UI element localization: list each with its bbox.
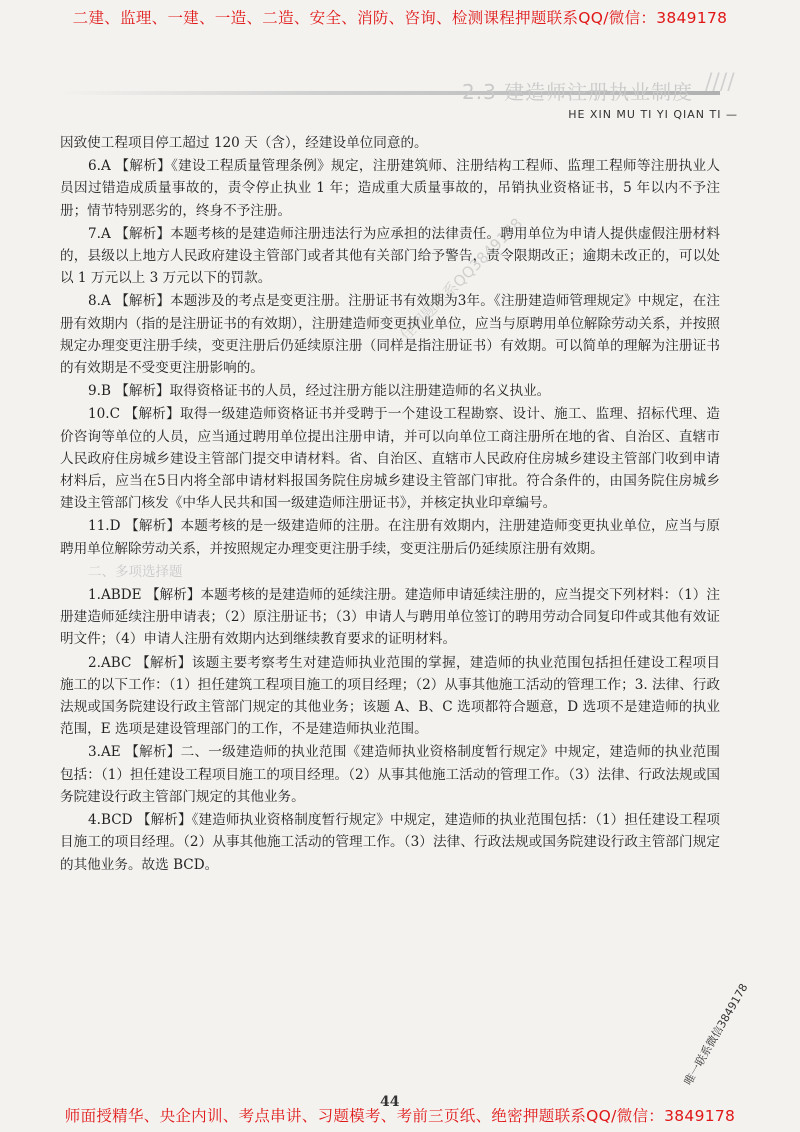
multi-answer-2: 2.ABC 【解析】该题主要考察考生对建造师执业范围的掌握，建造师的执业范围包括担任建设工程项目施工的以下工作：（1）担任建筑工程项目施工的项目经理；（2）从事其他施工活动的管理工作；3. 法律、行政法规或国务院建设行政主管部门规定的其他业务；该题 A、B、C 选项都符合题意，D 选项不是建造师的执业范围，E 选项是建设管理部门的工作，不是建造师执业范围。 — [60, 654, 720, 738]
header-subtitle: HE XIN MU TI YI QIAN TI — — [568, 108, 738, 121]
bottom-banner: 师面授精华、央企内训、考点串讲、习题模考、考前三页纸、绝密押题联系QQ/微信：3849178 — [64, 1107, 736, 1125]
header-stripes-icon: //// — [705, 70, 735, 95]
section-heading: 二、多项选择题 — [88, 563, 183, 580]
page-body — [60, 132, 720, 877]
chapter-title: 2.3 建造师注册执业制度 — [462, 80, 694, 104]
paragraph: 因致使工程项目停工超过 120 天（含），经建设单位同意的。 — [60, 135, 428, 151]
watermark-corner: 唯一联系微信3849178 — [681, 981, 751, 1088]
multi-answer-3: 3.AE 【解析】二、一级建造师的执业范围《建造师执业资格制度暂行规定》中规定，建造师的执业范围包括：（1）担任建设工程项目施工的项目经理。（2）从事其他施工活动的管理工作。（3）法律、行政法规或国务院建设行政主管部门规定的其他业务。 — [60, 744, 720, 805]
answer-6: 6.A 【解析】《建设工程质量管理条例》规定，注册建筑师、注册结构工程师、监理工程师等注册执业人员因过错造成质量事故的，责令停止执业 1 年；造成重大质量事故的，吊销执业资格证书，5 年以内不予注册；情节特别恶劣的，终身不予注册。 — [60, 158, 720, 219]
top-banner: 二建、监理、一建、一造、二造、安全、消防、咨询、检测课程押题联系QQ/微信：3849178 — [72, 9, 728, 27]
answer-8: 8.A 【解析】本题涉及的考点是变更注册。注册证书有效期为3年。《注册建造师管理规定》中规定，在注册有效期内（指的是注册证书的有效期），注册建造师变更执业单位，应当与原聘用单位解除劳动关系，并按照规定办理变更注册手续，变更注册后仍延续原注册（同样是指注册证书）有效期。可以简单的理解为注册证书的有效期是不受变更注册影响的。 — [60, 293, 720, 377]
multi-answer-4: 4.BCD 【解析】《建造师执业资格制度暂行规定》中规定，建造师的执业范围包括：（1）担任建设工程项目施工的项目经理。（2）从事其他施工活动的管理工作。（3）法律、行政法规或国务院建设行政主管部门规定的其他业务。故选 BCD。 — [60, 812, 720, 873]
multi-answer-1: 1.ABDE 【解析】本题考核的是建造师的延续注册。建造师申请延续注册的，应当提交下列材料：（1）注册建造师延续注册申请表；（2）原注册证书；（3）申请人与聘用单位签订的聘用劳动合同复印件或其他有效证明文件；（4）申请人注册有效期内达到继续教育要求的证明材料。 — [60, 587, 720, 648]
answer-9: 9.B 【解析】取得资格证书的人员，经过注册方能以注册建造师的名义执业。 — [88, 383, 551, 400]
page-number: 44 — [380, 1094, 400, 1110]
answer-10: 10.C 【解析】取得一级建造师资格证书并受聘于一个建设工程勘察、设计、施工、监理、招标代理、造价咨询等单位的人员，应当通过聘用单位提出注册申请，并可以向单位工商注册所在地的省、自治区、直辖市人民政府住房城乡建设主管部门提交申请材料。省、自治区、直辖市人民政府住房城乡建设主管部门收到申请材料后，应当在5日内将全部申请材料报国务院住房城乡建设主管部门审批。符合条件的，由国务院住房城乡建设主管部门核发《中华人民共和国一级建造师注册证书》，并核定执业印章编号。 — [60, 406, 720, 512]
answer-7: 7.A 【解析】本题考核的是建造师注册违法行为应承担的法律责任。聘用单位为申请人提供虚假注册材料的，县级以上地方人民政府建设主管部门或者其他有关部门给予警告，责令限期改正；逾期未改正的，可以处以 1 万元以上 3 万元以下的罚款。 — [60, 225, 720, 287]
answer-11: 11.D 【解析】本题考核的是一级建造师的注册。在注册有效期内，注册建造师变更执业单位，应当与原聘用单位解除劳动关系，并按照规定办理变更注册手续，变更注册后仍延续原注册有效期。 — [60, 518, 720, 557]
watermark-center: 佳押题联系QQ3849178 — [396, 214, 527, 345]
